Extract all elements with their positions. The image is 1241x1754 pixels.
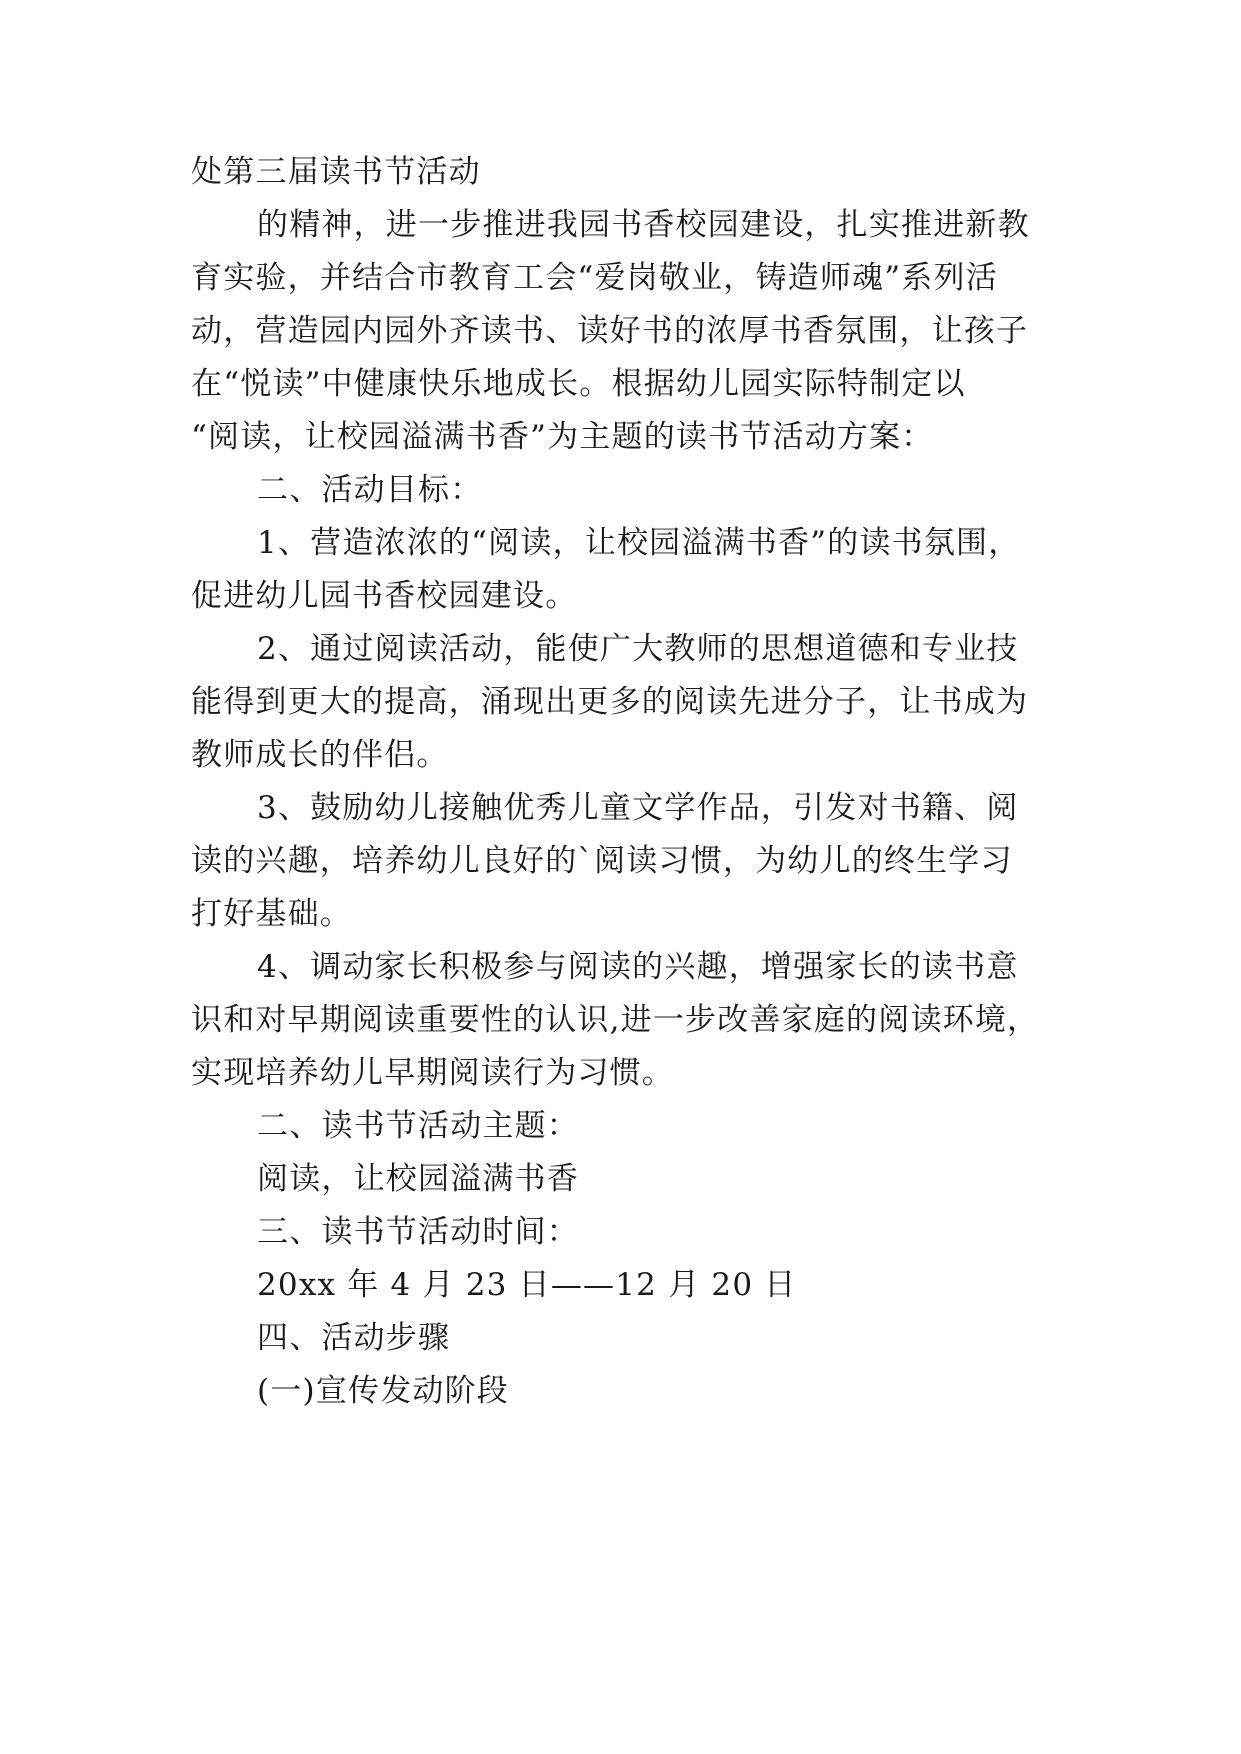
subsection-heading: (一)宣传发动阶段 [257, 1373, 509, 1409]
text-line: 阅读，让校园溢满书香 [257, 1161, 579, 1197]
section-heading: 三、读书节活动时间： [257, 1214, 579, 1250]
section-heading: 四、活动步骤 [257, 1320, 451, 1356]
text-line: 4、调动家长积极参与阅读的兴趣，增强家长的读书意 [257, 949, 1019, 985]
text-line: 教师成长的伴侣。 [191, 737, 449, 773]
text-line: 动，营造园内园外齐读书、读好书的浓厚书香氛围，让孩子 [191, 313, 1029, 349]
text-line: 实现培养幼儿早期阅读行为习惯。 [191, 1055, 674, 1091]
section-heading: 二、读书节活动主题： [257, 1108, 579, 1144]
text-line: 读的兴趣，培养幼儿良好的`阅读习惯，为幼儿的终生学习 [191, 843, 1013, 879]
text-line: 20xx 年 4 月 23 日——12 月 20 日 [257, 1267, 797, 1303]
text-line: 识和对早期阅读重要性的认识,进一步改善家庭的阅读环境， [191, 1002, 1040, 1038]
text-line: 打好基础。 [191, 896, 352, 932]
section-heading: 二、活动目标： [257, 472, 483, 508]
text-line: 能得到更大的提高，涌现出更多的阅读先进分子，让书成为 [191, 684, 1029, 720]
text-line: 育实验，并结合市教育工会“爱岗敬业，铸造师魂”系列活 [191, 260, 998, 296]
text-line: 2、通过阅读活动，能使广大教师的思想道德和专业技 [257, 631, 1019, 667]
text-line: 1、营造浓浓的“阅读，让校园溢满书香”的读书氛围， [257, 525, 1021, 561]
text-line: 在“悦读”中健康快乐地成长。根据幼儿园实际特制定以 [191, 366, 966, 402]
text-line: “阅读，让校园溢满书香”为主题的读书节活动方案： [191, 419, 934, 455]
text-line: 处第三届读书节活动 [191, 154, 481, 190]
text-line: 促进幼儿园书香校园建设。 [191, 578, 578, 614]
text-line: 的精神，进一步推进我园书香校园建设，扎实推进新教 [257, 207, 1030, 243]
text-line: 3、鼓励幼儿接触优秀儿童文学作品，引发对书籍、阅 [257, 790, 1019, 826]
